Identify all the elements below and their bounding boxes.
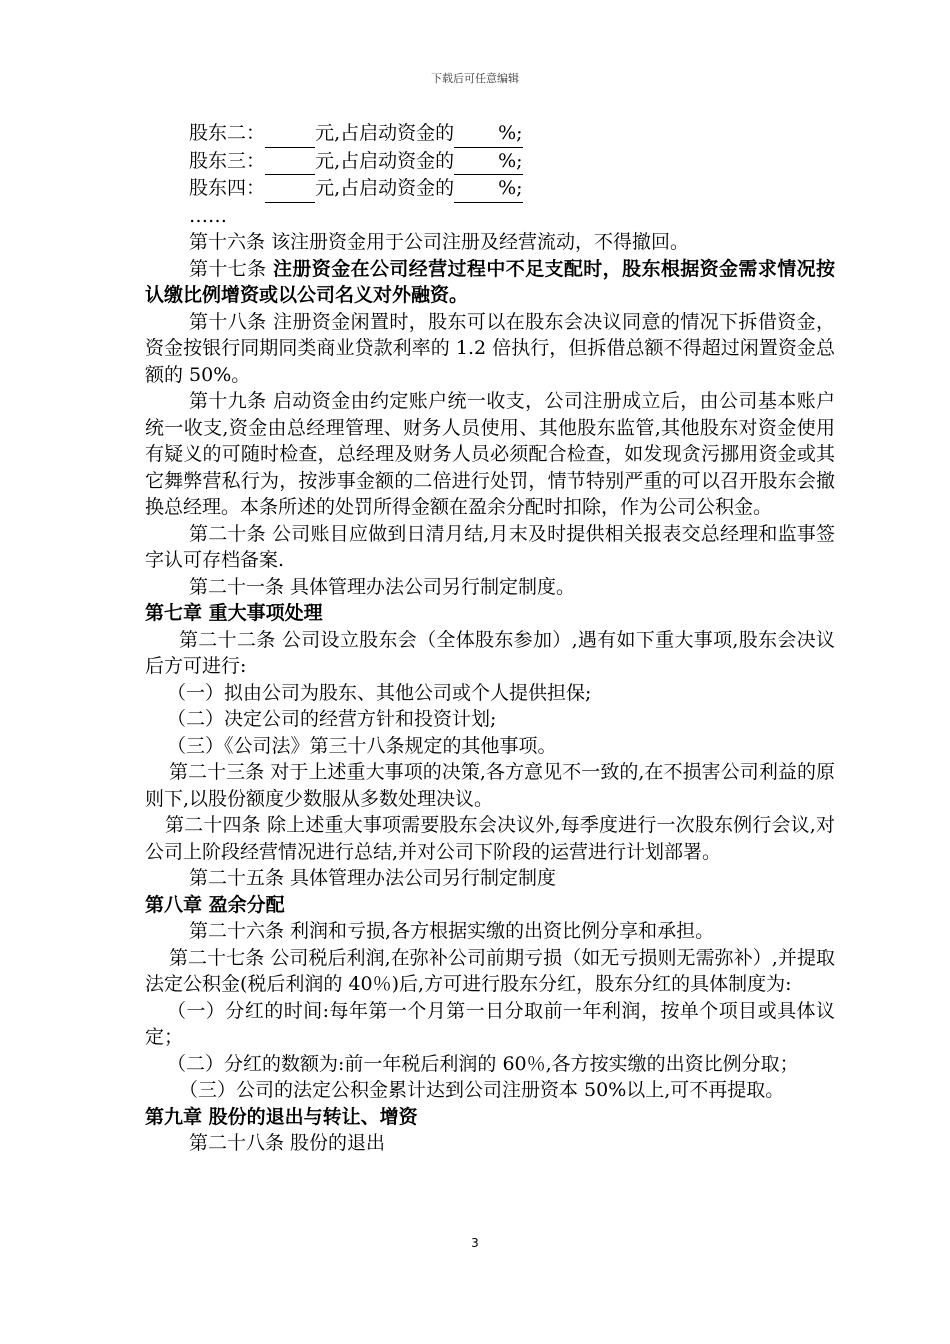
- list-item: （一）分红的时间:每年第一个月第一日分取前一年利润，按单个项目或具体议定；: [145, 999, 835, 1048]
- shareholder-name: 股东二：: [189, 122, 266, 144]
- shareholder-name: 股东三：: [189, 149, 266, 172]
- shareholder-name: 股东四：: [189, 177, 266, 199]
- article-23: 第二十三条 对于上述重大事项的决策,各方意见不一致的,在不损害公司利益的原则下,以股份额度少数服从多数处理决议。: [145, 761, 835, 810]
- list-item: （三）公司的法定公积金累计达到公司注册资本 50%以上,可不再提取。: [179, 1079, 785, 1101]
- percent-blank: %;: [454, 120, 522, 148]
- percent-blank: %;: [454, 175, 522, 203]
- header-note: 下载后可任意编辑: [431, 72, 519, 85]
- article-17-prefix: 第十七条: [189, 257, 274, 280]
- article-24: 第二十四条 除上述重大事项需要股东会决议外,每季度进行一次股东例行会议,对公司上阶段经营情况进行总结,并对公司下阶段的运营进行计划部署。: [145, 814, 835, 863]
- page-number: 3: [471, 1236, 479, 1250]
- ellipsis: ……: [189, 204, 227, 227]
- list-item: （二）决定公司的经营方针和投资计划;: [167, 708, 497, 730]
- article-17: [145, 256, 835, 309]
- amount-blank: [265, 175, 315, 203]
- article-16: 第十六条 该注册资金用于公司注册及经营流动，不得撤回。: [189, 231, 690, 253]
- article-28: 第二十八条 股份的退出: [189, 1132, 386, 1154]
- article-19: 第十九条 启动资金由约定账户统一收支，公司注册成立后，由公司基本账户统一收支,资金由总经理管理、财务人员使用、其他股东监管,其他股东对资金使用有疑义的可随时检查，总经理及财务人员必须配合检查，如发现贪污挪用资金或其它舞弊营私行为，按涉事金额的二倍进行处罚，情节特别严重的可以召开股东会撤换总经理。本条所述的处罚所得金额在盈余分配时扣除，作为公司公积金。: [145, 390, 835, 518]
- article-20: 第二十条 公司账目应做到日清月结,月末及时提供相关报表交总经理和监事签字认可存档备案.: [145, 522, 835, 571]
- amount-blank: [265, 148, 315, 176]
- shareholder-line: [145, 175, 835, 203]
- shareholder-unit: 元,占启动资金的: [315, 149, 455, 172]
- percent-blank: %;: [454, 148, 522, 176]
- list-item: （一）拟由公司为股东、其他公司或个人提供担保;: [167, 681, 592, 704]
- chapter-7-heading: 第七章 重大事项处理: [145, 602, 323, 624]
- article-18: 第十八条 注册资金闲置时，股东可以在股东会决议同意的情况下拆借资金，资金按银行同期同类商业贷款利率的 1.2 倍执行，但拆借总额不得超过闲置资金总额的 50%。: [145, 310, 835, 386]
- chapter-8-heading: 第八章 盈余分配: [145, 893, 285, 916]
- article-21: 第二十一条 具体管理办法公司另行制定制度。: [189, 575, 576, 598]
- list-item: （三）《公司法》第三十八条规定的其他事项。: [167, 734, 557, 757]
- article-17-bold: 注册资金在公司经营过程中不足支配时，股东根据资金需求情况按认缴比例增资或以公司名义对外融资。: [145, 257, 835, 306]
- list-item: （二）分红的数额为:前一年税后利润的 60％,各方按实缴的出资比例分取；: [167, 1052, 799, 1075]
- shareholder-line: [145, 120, 835, 148]
- amount-blank: [265, 120, 315, 148]
- shareholder-unit: 元,占启动资金的: [315, 177, 455, 199]
- shareholder-unit: 元,占启动资金的: [315, 122, 455, 144]
- article-22: 第二十二条 公司设立股东会（全体股东参加）,遇有如下重大事项,股东会决议后方可进行:: [145, 628, 835, 677]
- document-body: [145, 120, 835, 1157]
- shareholder-line: [145, 148, 835, 176]
- article-25: 第二十五条 具体管理办法公司另行制定制度: [189, 867, 557, 889]
- chapter-9-heading: 第九章 股份的退出与转让、增资: [145, 1105, 418, 1128]
- article-27: 第二十七条 公司税后利润,在弥补公司前期亏损（如无亏损则无需弥补）,并提取法定公积金(税后利润的 40％)后,方可进行股东分红，股东分红的具体制度为:: [145, 946, 835, 995]
- article-26: 第二十六条 利润和亏损,各方根据实缴的出资比例分享和承担。: [189, 920, 715, 942]
